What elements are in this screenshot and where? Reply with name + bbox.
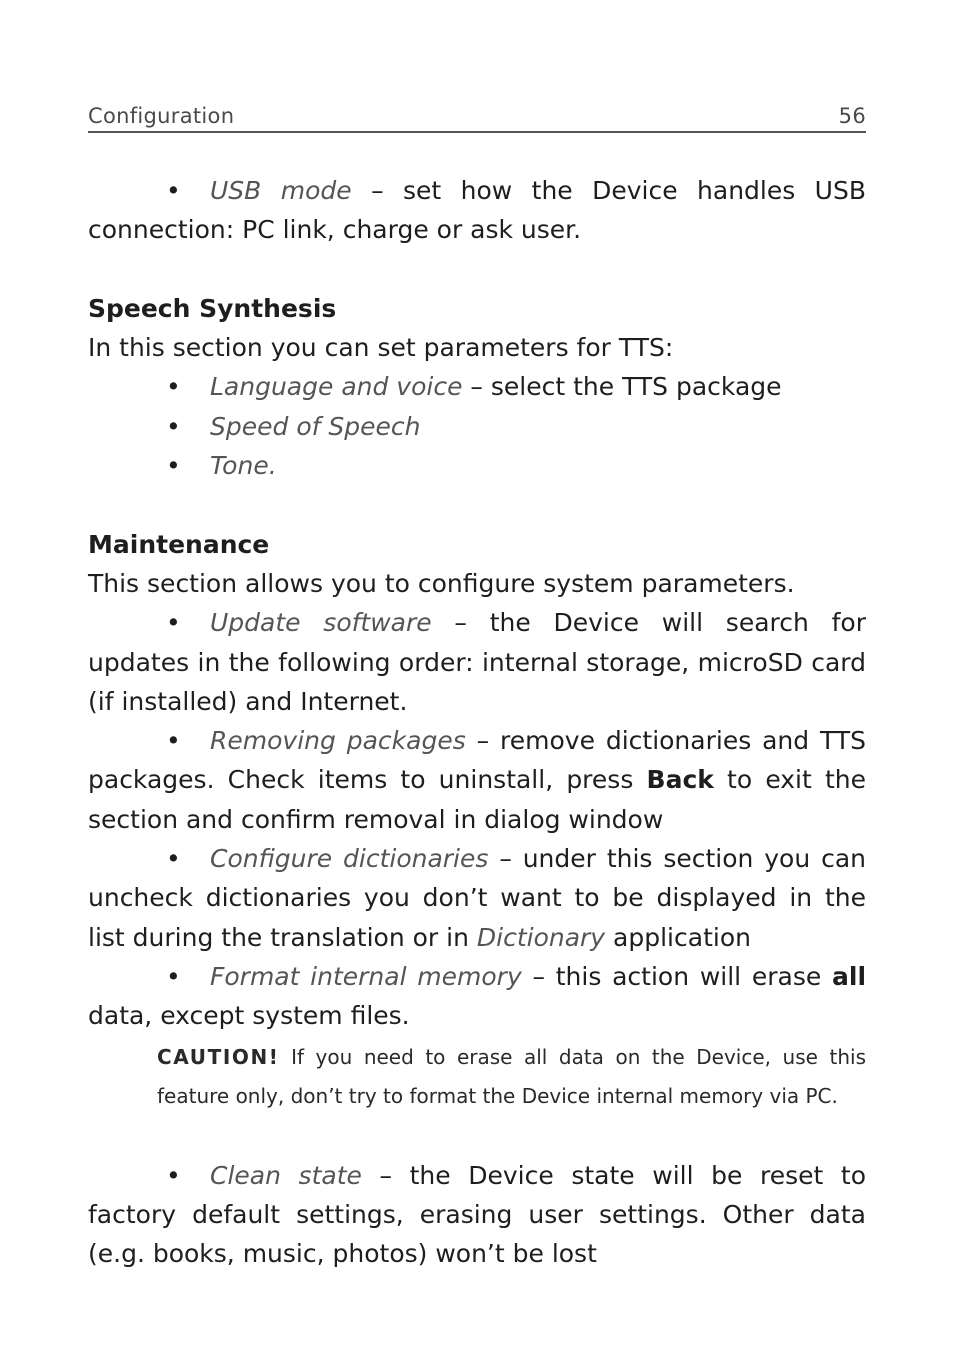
bullet-glyph: •: [166, 176, 181, 205]
term: Update software: [210, 608, 432, 638]
app-name-dictionary: Dictionary: [476, 922, 606, 952]
maintenance-intro: This section allows you to configure system parameters.: [88, 568, 795, 598]
term: Configure dictionaries: [210, 844, 489, 874]
emphasis-all: all: [832, 961, 867, 991]
term: Speed of Speech: [210, 411, 421, 441]
bullet-format-memory: [88, 957, 866, 1036]
description: – the Device will search for updates in the following order: internal storage, microSD card (if installed) and Internet.: [88, 608, 866, 716]
description: application: [605, 922, 751, 952]
key-back: Back: [646, 765, 714, 795]
description: – set how the Device handles USB connection: PC link, charge or ask user.: [88, 176, 867, 245]
bullet-configure-dictionaries: [88, 839, 866, 957]
heading-maintenance: Maintenance: [88, 529, 270, 559]
bullet-glyph: •: [166, 372, 181, 402]
term: Language and voice: [210, 372, 463, 402]
caution-text: If you need to erase all data on the Device, use this feature only, don’t try to format the Device internal memory via PC.: [157, 1044, 866, 1108]
page-body: [88, 171, 866, 1273]
bullet-glyph: •: [166, 1160, 181, 1190]
bullet-update-software: [88, 603, 866, 721]
term: USB mode: [210, 176, 352, 205]
description: data, except system files.: [88, 1001, 410, 1031]
bullet-usb-mode: [88, 171, 866, 250]
bullet-glyph: •: [166, 608, 181, 638]
description: – this action will erase: [521, 961, 832, 991]
heading-speech-synthesis: Speech Synthesis: [88, 293, 337, 323]
page-header: [88, 104, 866, 133]
bullet-tone: [88, 446, 866, 485]
bullet-language-voice: [88, 367, 866, 406]
bullet-removing-packages: [88, 721, 866, 839]
term: Removing packages: [210, 726, 466, 756]
page-number: 56: [838, 104, 866, 128]
bullet-glyph: •: [166, 844, 181, 874]
bullet-clean-state: [88, 1156, 866, 1274]
bullet-speed-of-speech: [88, 407, 866, 446]
description: – select the TTS package: [462, 372, 782, 402]
speech-intro: In this section you can set parameters for TTS:: [88, 333, 674, 363]
bullet-glyph: •: [166, 961, 181, 991]
caution-label: CAUTION!: [157, 1044, 280, 1069]
term: Clean state: [210, 1160, 362, 1190]
description: – under this section you can uncheck dictionaries you don’t want to be displayed in the list during the translation or in: [88, 844, 867, 952]
description: – the Device state will be reset to factory default settings, erasing user settings. Other data (e.g. books, music, photos) won’t be lost: [88, 1160, 866, 1269]
description: – remove dictionaries and TTS packages. Check items to uninstall, press: [88, 726, 866, 795]
section-title: Configuration: [88, 104, 235, 128]
bullet-glyph: •: [166, 726, 181, 756]
bullet-glyph: •: [166, 451, 181, 481]
description: to exit the section and confirm removal in dialog window: [88, 765, 866, 834]
bullet-glyph: •: [166, 411, 181, 441]
caution-note: [157, 1038, 866, 1116]
term: Format internal memory: [210, 961, 522, 991]
term: Tone.: [210, 451, 277, 481]
